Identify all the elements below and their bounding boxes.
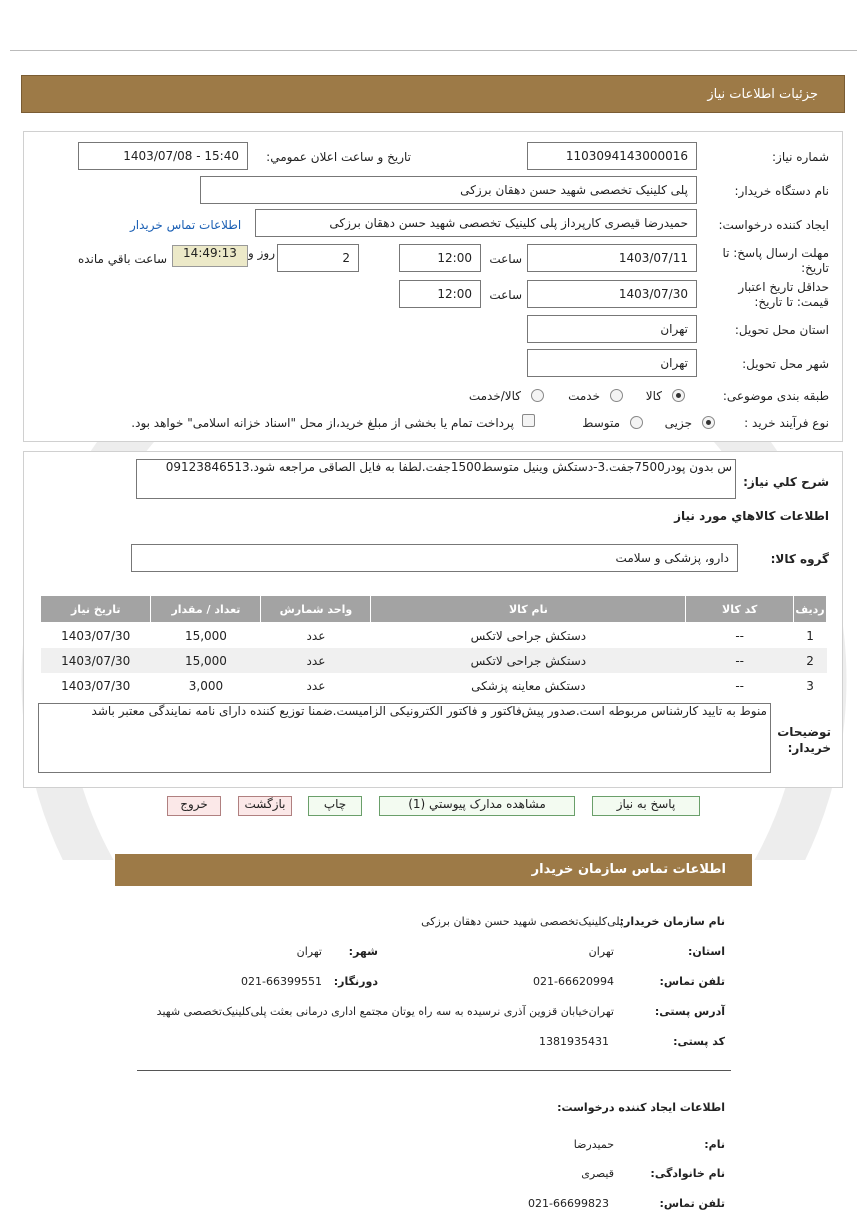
last-name-value: قیصری: [581, 1167, 614, 1180]
deadline-time-word: ساعت: [489, 252, 522, 266]
postal-code-value: 1381935431: [539, 1035, 609, 1048]
deadline-time-field: 12:00: [399, 244, 481, 272]
goods-group-field: دارو، پزشکی و سلامت: [131, 544, 738, 572]
table-row: [41, 673, 827, 698]
province-contact-value: تهران: [588, 945, 614, 958]
fax-value: 021-66399551: [241, 975, 322, 988]
process-label: نوع فرآیند خرید :: [744, 416, 829, 430]
creator-info-heading: اطلاعات ایجاد کننده درخواست:: [557, 1101, 725, 1114]
cell-unit: عدد: [306, 628, 326, 643]
postal-code-label: کد پستی:: [673, 1035, 725, 1048]
city-label: شهر محل تحویل:: [742, 357, 829, 371]
creator-label: ایجاد کننده درخواست:: [718, 218, 829, 232]
contact-section-header: [115, 854, 752, 886]
announce-label: تاریخ و ساعت اعلان عمومي:: [266, 150, 411, 164]
deadline-date-field: 1403/07/11: [527, 244, 697, 272]
first-name-value: حمیدرضا: [573, 1138, 614, 1151]
description-field: س بدون پودر7500جفت.3-دستکش وینیل متوسط1500جفت.لطفا به فایل الصاقی مراجعه شود.09123846513: [136, 459, 736, 499]
province-contact-label: استان:: [688, 945, 725, 958]
category-label: طبقه بندی موضوعی:: [722, 389, 829, 403]
address-value: تهران‌خیابان قزوین آذری نرسیده به سه راه یوتان مجتمع اداری درمانی بعثت پلی‌کلینیک‌تخصصی شهید: [156, 1005, 614, 1018]
validity-label: حداقل تاریخ اعتبار قیمت: تا تاریخ:: [738, 280, 829, 309]
top-divider: [10, 50, 857, 51]
contact-section-title: اطلاعات تماس سازمان خریدار: [531, 862, 726, 877]
items-table: [40, 595, 827, 698]
page-header: [21, 75, 845, 113]
table-row: [41, 648, 827, 673]
description-label: شرح کلي نياز:: [743, 475, 829, 489]
first-name-label: نام:: [704, 1138, 725, 1151]
cell-need-date: 1403/07/30: [41, 648, 151, 673]
cell-item-code: --: [735, 678, 744, 693]
category-radio-goods[interactable]: [672, 389, 685, 402]
address-label: آدرس پستی:: [654, 1005, 725, 1018]
announce-field: 1403/07/08 - 15:40: [78, 142, 248, 170]
cell-need-date: 1403/07/30: [61, 628, 131, 643]
need-number-label: شماره نیاز:: [772, 150, 829, 164]
exit-button[interactable]: خروج: [167, 796, 221, 816]
buyer-org-label: نام دستگاه خریدار:: [734, 184, 829, 198]
cell-quantity: 15,000: [151, 648, 261, 673]
phone-value: 021-66620994: [533, 975, 614, 988]
city-field: تهران: [527, 349, 697, 377]
items-table-header: [41, 596, 827, 623]
buyer-notes-label: توضیحات خریدار:: [777, 725, 831, 755]
category-radio-both[interactable]: [531, 389, 544, 402]
org-value: پلی‌کلینیک‌تخصصی شهید حسن دهقان برزکی: [421, 915, 623, 928]
cell-unit: عدد: [306, 678, 326, 693]
process-radio-minor[interactable]: [702, 416, 715, 429]
col-need-date: تاریخ نیاز: [41, 596, 151, 623]
view-attachments-button[interactable]: مشاهده مدارک پیوستي (1): [379, 796, 575, 816]
city-contact-value: تهران: [296, 945, 322, 958]
province-label: استان محل تحویل:: [734, 323, 829, 337]
cell-quantity: 3,000: [188, 678, 224, 693]
cell-item-name: دستکش معاینه پزشکی: [471, 678, 586, 693]
cell-row-number: 1: [806, 628, 814, 643]
validity-time-word: ساعت: [489, 288, 522, 302]
category-option-goods: کالا: [645, 389, 662, 403]
deadline-label: مهلت ارسال پاسخ: تا تاریخ:: [722, 246, 829, 275]
validity-time-field: 12:00: [399, 280, 481, 308]
buyer-notes-field: منوط به تایید کارشناس مربوطه است.صدور پیش‌فاکتور و فاکتور الکترونیکی الزامیست.ضمنا توزیع کننده دارای نامه نمایندگی معتبر باشد: [38, 703, 771, 773]
buyer-org-field: پلی کلینیک تخصصی شهید حسن دهقان برزکی: [200, 176, 697, 204]
cell-item-code: --: [686, 648, 794, 673]
col-unit: واحد شمارش: [261, 596, 371, 623]
process-radio-medium[interactable]: [630, 416, 643, 429]
days-suffix: روز و: [248, 246, 275, 260]
fax-label: دورنگار:: [333, 975, 378, 988]
reply-button[interactable]: پاسخ به نیاز: [592, 796, 700, 816]
province-field: تهران: [527, 315, 697, 343]
col-item-code: کد کالا: [686, 596, 794, 623]
last-name-label: نام خانوادگی:: [650, 1167, 725, 1180]
cell-need-date: 1403/07/30: [61, 678, 131, 693]
goods-group-label: گروه کالا:: [770, 552, 829, 566]
goods-heading: اطلاعات کالاهاي مورد نياز: [674, 509, 829, 523]
need-number-field: 1103094143000016: [527, 142, 697, 170]
days-field: 2: [277, 244, 359, 272]
print-button[interactable]: چاپ: [308, 796, 362, 816]
cell-item-code: --: [735, 628, 744, 643]
cell-row-number: 3: [806, 678, 814, 693]
category-option-service: خدمت: [568, 389, 600, 403]
city-contact-label: شهر:: [348, 945, 378, 958]
treasury-payment-text: پرداخت تمام یا بخشی از مبلغ خرید،از محل "اسناد خزانه اسلامی" خواهد بود.: [131, 416, 514, 430]
cell-row-number: 2: [794, 648, 827, 673]
phone-label: تلفن تماس:: [659, 975, 725, 988]
creator-phone-label: تلفن تماس:: [659, 1197, 725, 1210]
cell-item-name: دستکش جراحی لاتکس: [371, 648, 686, 673]
cell-unit: عدد: [261, 648, 371, 673]
col-quantity: تعداد / مقدار: [151, 596, 261, 623]
process-option-medium: متوسط: [582, 416, 620, 430]
creator-field: حمیدرضا قیصری کارپرداز پلی کلینیک تخصصی شهید حسن دهقان برزکی: [255, 209, 697, 237]
process-option-minor: جزیی: [664, 416, 692, 430]
contact-divider: [137, 1070, 731, 1071]
table-row: [41, 623, 827, 649]
cell-item-name: دستکش جراحی لاتکس: [470, 628, 587, 643]
col-item-name: نام کالا: [371, 596, 686, 623]
category-radio-service[interactable]: [610, 389, 623, 402]
page-title: جزئیات اطلاعات نیاز: [707, 87, 818, 102]
back-button[interactable]: بازگشت: [238, 796, 292, 816]
remaining-timer: 14:49:13: [172, 245, 248, 267]
treasury-payment-checkbox[interactable]: [522, 414, 535, 427]
validity-date-field: 1403/07/30: [527, 280, 697, 308]
col-row-number: ردیف: [794, 596, 827, 623]
org-label: نام سازمان خریدار:: [619, 915, 725, 928]
buyer-contact-link[interactable]: اطلاعات تماس خریدار: [130, 218, 242, 232]
remaining-label: ساعت باقي مانده: [77, 252, 167, 266]
category-option-both: کالا/خدمت: [468, 389, 521, 403]
creator-phone-value: 021-66699823: [528, 1197, 609, 1210]
cell-quantity: 15,000: [184, 628, 227, 643]
